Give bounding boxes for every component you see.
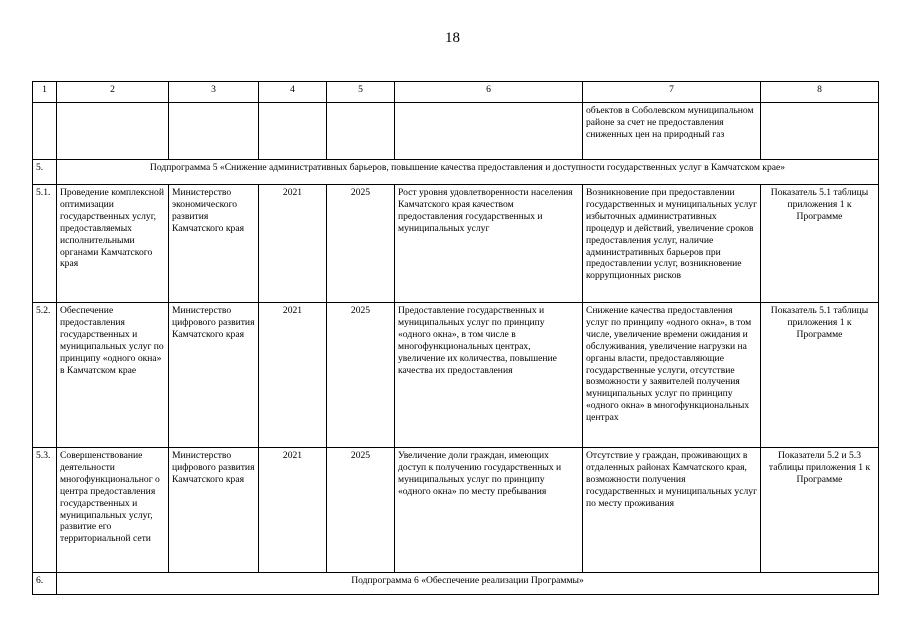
column-header-3: 3	[169, 82, 259, 103]
subprogram-title: Подпрограмма 5 «Снижение административных барьеров, повышение качества предоставления и доступности государственных услуг в Камчатском крае»	[57, 160, 879, 185]
continuation-row	[33, 103, 879, 160]
column-header-6: 6	[395, 82, 583, 103]
activity-name: Совершенствование деятельности многофункциональног о центра предоставления государственных и муниципальных услуг, развитие его территориальной сети	[57, 448, 169, 573]
column-number-header	[33, 82, 879, 103]
expected-result: Рост уровня удовлетворенности населения Камчатского края качеством предоставления государственных и муниципальных услуг	[395, 185, 583, 303]
row-number: 5.2.	[33, 303, 57, 448]
column-header-7: 7	[583, 82, 761, 103]
start-year: 2021	[259, 303, 327, 448]
activity-name: Обеспечение предоставления государственных и муниципальных услуг по принципу «одного окна» в Камчатском крае	[57, 303, 169, 448]
subprogram-row	[33, 573, 879, 595]
column-header-5: 5	[327, 82, 395, 103]
indicator: Показатель 5.1 таблицы приложения 1 к Программе	[761, 185, 879, 303]
subprogram-title: Подпрограмма 6 «Обеспечение реализации Программы»	[57, 573, 879, 595]
expected-result: Увеличение доли граждан, имеющих доступ к получению государственных и муниципальных услуг по принципу «одного окна» по месту пребывания	[395, 448, 583, 573]
consequences: Снижение качества предоставления услуг по принципу «одного окна», в том числе, увеличение времени ожидания и обслуживания, увеличение нагрузки на органы власти, предоставляющие государственные услуги, отсутствие возможности у заявителей получения муниципальных услуг по принципу «одного окна» в многофункциональных центрах	[583, 303, 761, 448]
row-number: 5.3.	[33, 448, 57, 573]
subprogram-number: 6.	[33, 573, 57, 595]
end-year: 2025	[327, 303, 395, 448]
table-row	[33, 303, 879, 448]
activity-name: Проведение комплексной оптимизации государственных услуг, предоставляемых исполнительными органами Камчатского края	[57, 185, 169, 303]
indicator: Показатель 5.1 таблицы приложения 1 к Программе	[761, 303, 879, 448]
column-header-4: 4	[259, 82, 327, 103]
start-year: 2021	[259, 448, 327, 573]
consequences: Отсутствие у граждан, проживающих в отдаленных районах Камчатского края, возможности получения государственных и муниципальных услуг по месту проживания	[583, 448, 761, 573]
indicator: Показатели 5.2 и 5.3 таблицы приложения 1 к Программе	[761, 448, 879, 573]
table-row	[33, 185, 879, 303]
executor: Министерство цифрового развития Камчатского края	[169, 448, 259, 573]
column-header-8: 8	[761, 82, 879, 103]
continuation-consequences: объектов в Соболевском муниципальном районе за счет не предоставления сниженных цен на природный газ	[583, 103, 761, 160]
consequences: Возникновение при предоставлении государственных и муниципальных услуг избыточных административных процедур и действий, увеличение сроков предоставления услуг, наличие административных барьеров при предоставлении услуг, возникновение коррупционных рисков	[583, 185, 761, 303]
subprogram-number: 5.	[33, 160, 57, 185]
column-header-1: 1	[33, 82, 57, 103]
program-activities-table	[32, 81, 879, 595]
expected-result: Предоставление государственных и муниципальных услуг по принципу «одного окна», в том числе в многофункциональных центрах, увеличение их количества, повышение качества их предоставления	[395, 303, 583, 448]
table-row	[33, 448, 879, 573]
start-year: 2021	[259, 185, 327, 303]
executor: Министерство экономического развития Камчатского края	[169, 185, 259, 303]
subprogram-row	[33, 160, 879, 185]
column-header-2: 2	[57, 82, 169, 103]
end-year: 2025	[327, 185, 395, 303]
page-number: 18	[445, 30, 460, 46]
end-year: 2025	[327, 448, 395, 573]
executor: Министерство цифрового развития Камчатского края	[169, 303, 259, 448]
row-number: 5.1.	[33, 185, 57, 303]
